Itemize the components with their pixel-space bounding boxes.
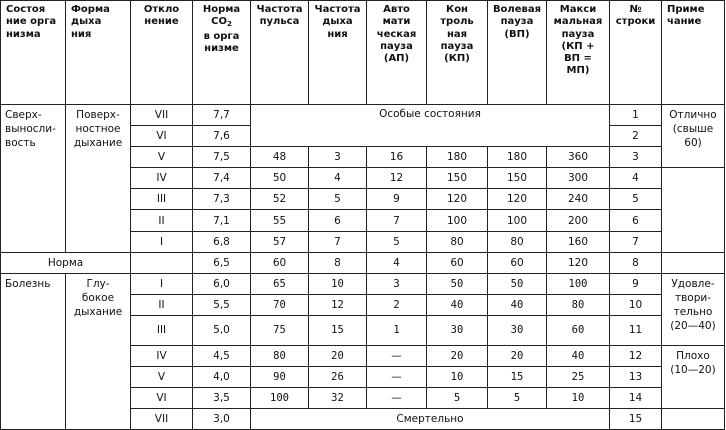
table-row	[1, 252, 725, 273]
co2-cell: 3,5	[193, 388, 251, 409]
kp-cell: 30	[427, 315, 488, 345]
co2-cell: 7,7	[193, 105, 251, 126]
co2-cell: 7,5	[193, 147, 251, 168]
co2-cell: 5,0	[193, 315, 251, 345]
kp-cell: 50	[427, 273, 488, 294]
kp-cell: 20	[427, 345, 488, 366]
pulse-cell: 80	[251, 345, 309, 366]
deviation-cell: V	[131, 367, 193, 388]
table-row	[1, 105, 725, 126]
special-states: Особые состояния	[251, 105, 610, 147]
row-number-cell: 15	[610, 409, 662, 430]
deviation-cell: I	[131, 231, 193, 252]
row-number-cell: 9	[610, 273, 662, 294]
row-number-cell: 14	[610, 388, 662, 409]
header-vp: Волевая пауза (ВП)	[488, 1, 547, 105]
breathing-deep: Глу- бокое дыхание	[66, 273, 131, 430]
deviation-cell: IV	[131, 168, 193, 189]
ap-cell: 3	[367, 273, 427, 294]
note-satisfactory: Удовле- твори- тельно (20—40)	[662, 273, 725, 345]
row-number-cell: 6	[610, 210, 662, 231]
row-number-cell: 5	[610, 189, 662, 210]
kp-cell: 100	[427, 210, 488, 231]
mp-cell: 160	[547, 231, 610, 252]
deviation-cell: III	[131, 189, 193, 210]
ap-cell: —	[367, 388, 427, 409]
header-co2: Норма $CO_2$ в орга низме	[193, 1, 251, 105]
header-breath-rate: Частота дыха ния	[309, 1, 367, 105]
pulse-cell: 50	[251, 168, 309, 189]
co2-cell: 7,4	[193, 168, 251, 189]
breath-rate-cell: 7	[309, 231, 367, 252]
vp-cell: 15	[488, 367, 547, 388]
header-state: Состоя ние орга низма	[1, 1, 66, 105]
header-breathing: Форма дыха ния	[66, 1, 131, 105]
ap-cell: —	[367, 345, 427, 366]
vp-cell: 80	[488, 231, 547, 252]
deviation-cell: II	[131, 294, 193, 315]
kp-cell: 5	[427, 388, 488, 409]
ap-cell: 16	[367, 147, 427, 168]
kp-cell: 10	[427, 367, 488, 388]
row-number-cell: 1	[610, 105, 662, 126]
vp-cell: 150	[488, 168, 547, 189]
breath-rate-cell: 5	[309, 189, 367, 210]
row-number-cell: 7	[610, 231, 662, 252]
note-empty	[662, 168, 725, 252]
mp-cell: 300	[547, 168, 610, 189]
header-row-number: № строки	[610, 1, 662, 105]
deviation-cell: IV	[131, 345, 193, 366]
ap-cell: 1	[367, 315, 427, 345]
vp-cell: 5	[488, 388, 547, 409]
pulse-cell: 48	[251, 147, 309, 168]
header-kp: Кон троль ная пауза (КП)	[427, 1, 488, 105]
row-number-cell: 2	[610, 126, 662, 147]
note-empty	[662, 252, 725, 273]
deviation-cell	[131, 252, 193, 273]
state-endurance: Сверх- выносли- вость	[1, 105, 66, 253]
kp-cell: 150	[427, 168, 488, 189]
mp-cell: 10	[547, 388, 610, 409]
ap-cell: 2	[367, 294, 427, 315]
deviation-cell: VI	[131, 388, 193, 409]
row-number-cell: 12	[610, 345, 662, 366]
kp-cell: 180	[427, 147, 488, 168]
breath-rate-cell: 20	[309, 345, 367, 366]
deviation-cell: II	[131, 210, 193, 231]
vp-cell: 20	[488, 345, 547, 366]
row-number-cell: 10	[610, 294, 662, 315]
breath-rate-cell: 32	[309, 388, 367, 409]
co2-cell: 6,0	[193, 273, 251, 294]
header-mp: Макси мальная пауза (КП + ВП = МП)	[547, 1, 610, 105]
deviation-cell: VII	[131, 409, 193, 430]
breath-rate-cell: 15	[309, 315, 367, 345]
deviation-cell: I	[131, 273, 193, 294]
co2-cell: 7,3	[193, 189, 251, 210]
ap-cell: 9	[367, 189, 427, 210]
vp-cell: 40	[488, 294, 547, 315]
deviation-cell: VI	[131, 126, 193, 147]
header-row	[1, 1, 725, 105]
pulse-cell: 55	[251, 210, 309, 231]
breath-rate-cell: 12	[309, 294, 367, 315]
row-number-cell: 4	[610, 168, 662, 189]
co2-cell: 5,5	[193, 294, 251, 315]
mp-cell: 60	[547, 315, 610, 345]
co2-cell: 6,8	[193, 231, 251, 252]
row-number-cell: 8	[610, 252, 662, 273]
breath-rate-cell: 8	[309, 252, 367, 273]
co2-cell: 4,0	[193, 367, 251, 388]
ap-cell: 5	[367, 231, 427, 252]
deviation-cell: VII	[131, 105, 193, 126]
note-empty	[662, 409, 725, 430]
note-bad: Плохо (10—20)	[662, 345, 725, 408]
kp-cell: 80	[427, 231, 488, 252]
co2-cell: 7,1	[193, 210, 251, 231]
breathing-surface: Поверх- ностное дыхание	[66, 105, 131, 253]
co2-cell: 6,5	[193, 252, 251, 273]
mp-cell: 25	[547, 367, 610, 388]
pulse-cell: 60	[251, 252, 309, 273]
pulse-cell: 100	[251, 388, 309, 409]
pulse-cell: 52	[251, 189, 309, 210]
co2-cell: 4,5	[193, 345, 251, 366]
breath-rate-cell: 10	[309, 273, 367, 294]
co2-cell: 7,6	[193, 126, 251, 147]
header-note: Приме чание	[662, 1, 725, 105]
mp-cell: 360	[547, 147, 610, 168]
deviation-cell: III	[131, 315, 193, 345]
state-norm: Норма	[1, 252, 131, 273]
mp-cell: 40	[547, 345, 610, 366]
mp-cell: 240	[547, 189, 610, 210]
vp-cell: 60	[488, 252, 547, 273]
ap-cell: 12	[367, 168, 427, 189]
vp-cell: 100	[488, 210, 547, 231]
pulse-cell: 75	[251, 315, 309, 345]
vp-cell: 50	[488, 273, 547, 294]
pulse-cell: 57	[251, 231, 309, 252]
note-excellent: Отлично (свыше 60)	[662, 105, 725, 168]
pulse-cell: 65	[251, 273, 309, 294]
breath-rate-cell: 26	[309, 367, 367, 388]
kp-cell: 40	[427, 294, 488, 315]
header-deviation: Откло нение	[131, 1, 193, 105]
ap-cell: —	[367, 367, 427, 388]
deadly-states: Смертельно	[251, 409, 610, 430]
mp-cell: 100	[547, 273, 610, 294]
header-ap: Авто мати ческая пауза (АП)	[367, 1, 427, 105]
vp-cell: 180	[488, 147, 547, 168]
row-number-cell: 3	[610, 147, 662, 168]
kp-cell: 120	[427, 189, 488, 210]
vp-cell: 30	[488, 315, 547, 345]
pulse-cell: 70	[251, 294, 309, 315]
mp-cell: 200	[547, 210, 610, 231]
ap-cell: 7	[367, 210, 427, 231]
mp-cell: 80	[547, 294, 610, 315]
vp-cell: 120	[488, 189, 547, 210]
header-pulse: Частота пульса	[251, 1, 309, 105]
mp-cell: 120	[547, 252, 610, 273]
row-number-cell: 13	[610, 367, 662, 388]
breath-rate-cell: 6	[309, 210, 367, 231]
breath-rate-cell: 4	[309, 168, 367, 189]
state-disease: Болезнь	[1, 273, 66, 430]
ap-cell: 4	[367, 252, 427, 273]
row-number-cell: 11	[610, 315, 662, 345]
table-row	[1, 273, 725, 294]
breath-rate-cell: 3	[309, 147, 367, 168]
co2-cell: 3,0	[193, 409, 251, 430]
pulse-cell: 90	[251, 367, 309, 388]
deviation-cell: V	[131, 147, 193, 168]
kp-cell: 60	[427, 252, 488, 273]
